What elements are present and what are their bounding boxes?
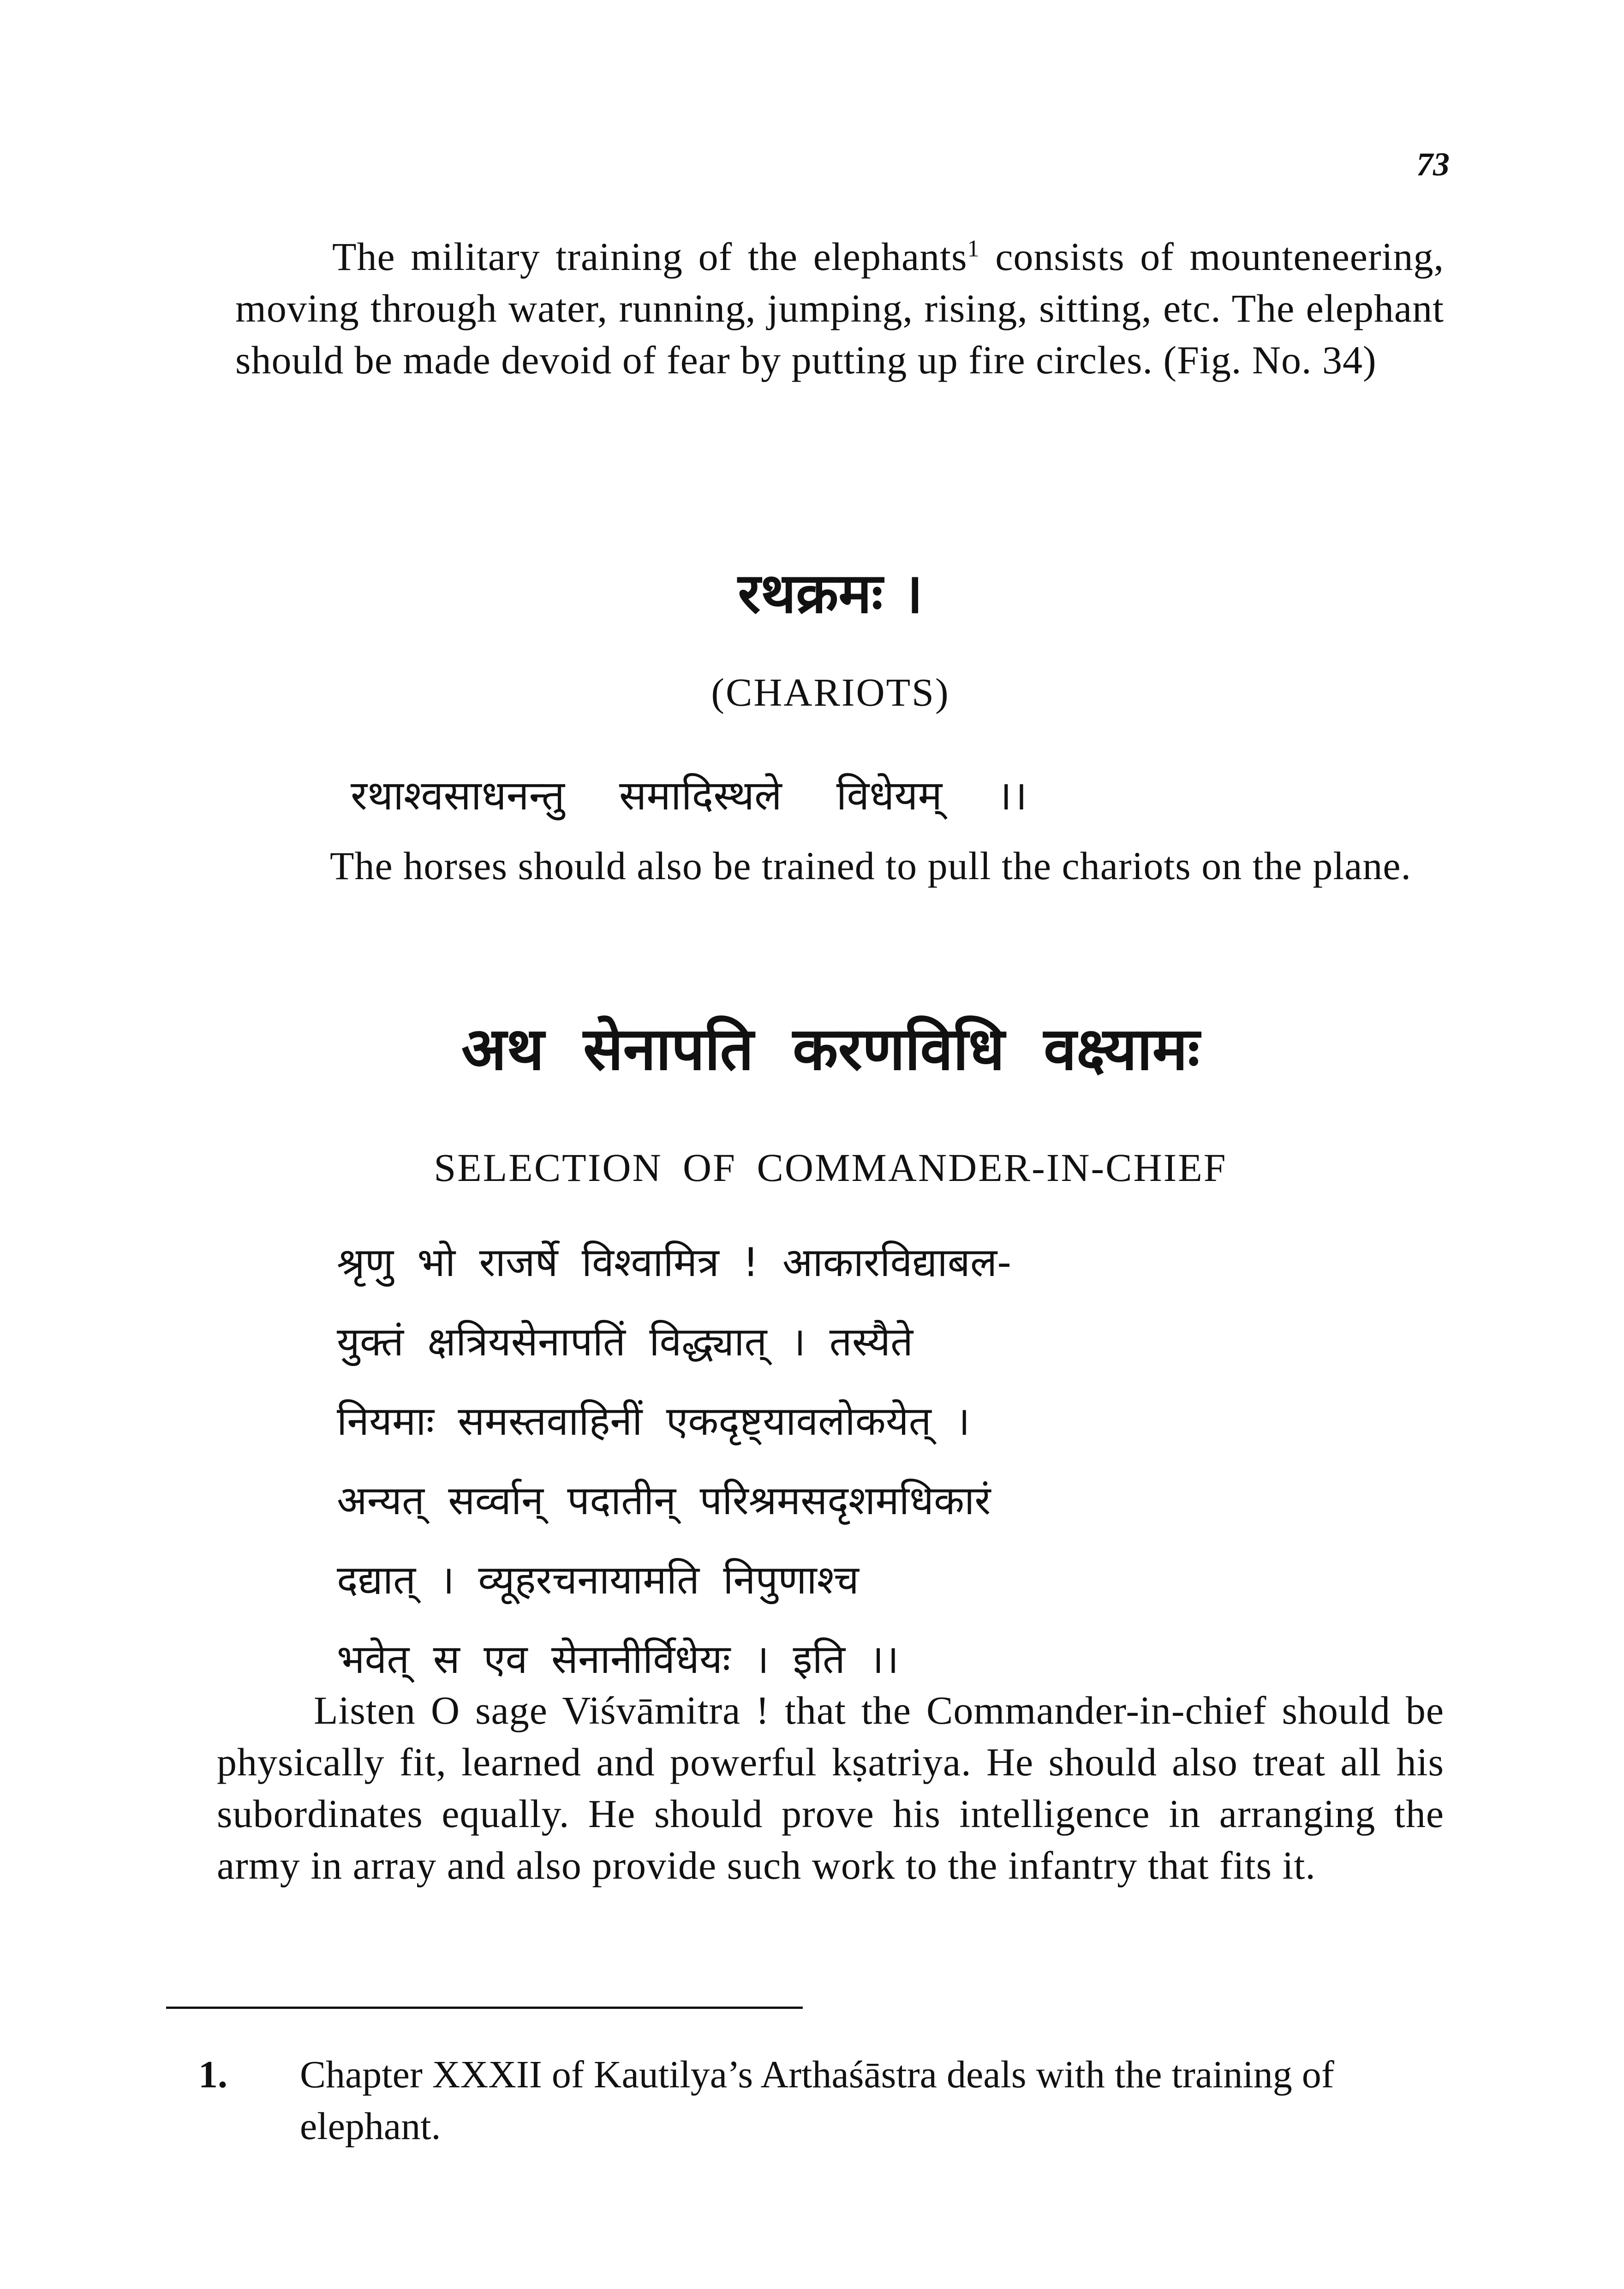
verse-line: भवेत् स एव सेनानीर्विधेयः । इति ।। — [337, 1636, 899, 1683]
sanskrit-verse-chariots: रथाश्वसाधनन्तु समादिस्थले विधेयम् ।। — [351, 772, 1027, 819]
footnote-divider — [166, 2007, 803, 2009]
paragraph-text: consists of mounteneering, moving through water, running, jumping, rising, sitting, etc. The elephant should be made devoid of fear by putting up fire circles. (Fig. No. 34) — [235, 234, 1444, 382]
paragraph-text: The military training of the elephants — [332, 234, 967, 279]
verse-line: युक्तं क्षत्रियसेनापतिं विद्ध्यात् । तस्यैते — [337, 1319, 914, 1365]
footnote-text: Chapter XXXII of Kautilya’s Arthaśāstra deals with the training of elephant. — [300, 2053, 1334, 2148]
verse-line: अन्यत् सर्व्वान् पदातीन् परिश्रमसदृशमधिकारं — [337, 1478, 991, 1524]
verse-line: दद्यात् । व्यूहरचनायामति निपुणाश्च — [337, 1557, 859, 1603]
footnote — [198, 2049, 1453, 2152]
verse-line: श्रृणु भो राजर्षे विश्वामित्र ! आकारविद्याबल- — [337, 1240, 1012, 1286]
section-title-chariots: (CHARIOTS) — [711, 670, 950, 714]
section-title-sanskrit-commander: अथ सेनापति करणविधि वक्ष्यामः — [461, 1015, 1200, 1084]
paragraph-horses: The horses should also be trained to pull the chariots on the plane. — [330, 844, 1412, 888]
page-number: 73 — [1416, 146, 1450, 183]
verse-line: नियमाः समस्तवाहिनीं एकदृष्ट्यावलोकयेत् । — [337, 1398, 970, 1444]
sanskrit-verse-commander — [337, 1223, 1011, 1699]
paragraph-elephant-training — [235, 231, 1444, 386]
paragraph-commander-translation: Listen O sage Viśvāmitra ! that the Commander-in-chief should be physically fit, learned and powerful kṣatriya. He should also treat all his subordinates equally. He should prove his intelligence in arranging the army in array and also provide such work to the infantry that fits it. — [217, 1688, 1444, 1888]
section-title-sanskrit-chariots: रथक्रमः । — [738, 562, 923, 626]
footnote-reference[interactable]: 1 — [967, 235, 980, 262]
section-title-commander: SELECTION OF COMMANDER-IN-CHIEF — [434, 1145, 1227, 1190]
footnote-number: 1. — [198, 2053, 227, 2096]
